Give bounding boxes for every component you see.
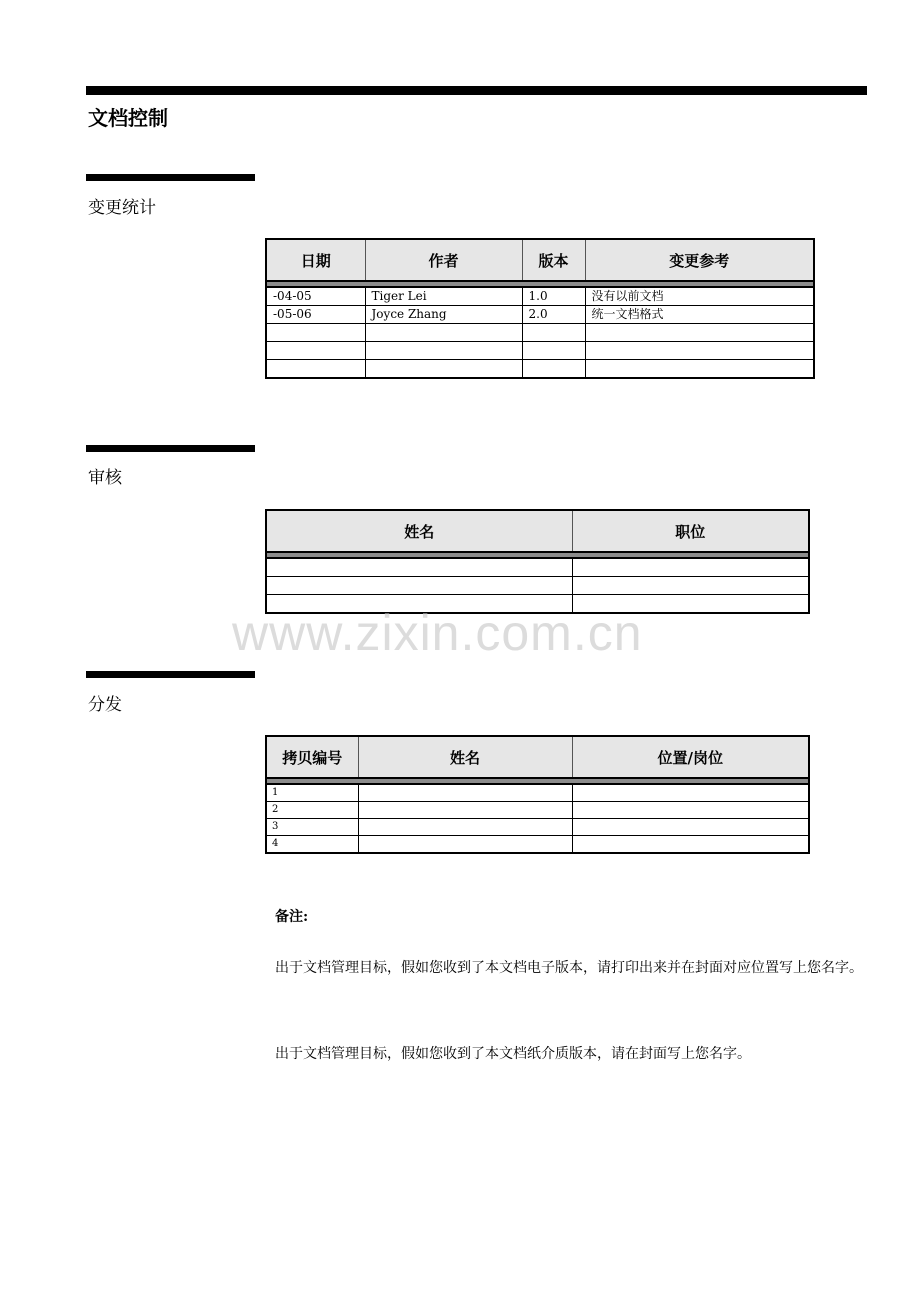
cell-date (266, 360, 365, 379)
cell-copy-no: 2 (266, 802, 358, 819)
cell-date: -04-05 (266, 287, 365, 306)
cell-name (358, 836, 572, 854)
col-header-copy-no: 拷贝编号 (266, 736, 358, 778)
section-title-changes: 变更统计 (88, 198, 156, 218)
table-row (266, 819, 809, 836)
cell-author (365, 342, 522, 360)
section-rule-review (86, 445, 255, 452)
table-row (266, 784, 809, 802)
cell-version (522, 342, 585, 360)
col-header-date: 日期 (266, 239, 365, 281)
cell-author: Tiger Lei (365, 287, 522, 306)
cell-version (522, 324, 585, 342)
cell-name (358, 819, 572, 836)
cell-date (266, 342, 365, 360)
distribution-table (265, 735, 810, 854)
watermark: www.zixin.com.cn (232, 605, 643, 661)
table-row (266, 306, 814, 324)
col-header-change-ref: 变更参考 (585, 239, 814, 281)
cell-copy-no: 3 (266, 819, 358, 836)
cell-change-ref (585, 360, 814, 379)
cell-name (358, 802, 572, 819)
col-header-author: 作者 (365, 239, 522, 281)
table-row (266, 342, 814, 360)
cell-name (266, 558, 572, 577)
cell-version: 1.0 (522, 287, 585, 306)
cell-change-ref: 没有以前文档 (585, 287, 814, 306)
col-header-position: 职位 (572, 510, 809, 552)
cell-location (572, 802, 809, 819)
cell-version: 2.0 (522, 306, 585, 324)
cell-author (365, 324, 522, 342)
col-header-name: 姓名 (266, 510, 572, 552)
table-row (266, 558, 809, 577)
cell-date (266, 324, 365, 342)
top-rule (86, 86, 867, 95)
cell-author (365, 360, 522, 379)
page-title: 文档控制 (88, 106, 168, 130)
cell-position (572, 558, 809, 577)
table-row (266, 577, 809, 595)
cell-location (572, 784, 809, 802)
section-rule-distribution (86, 671, 255, 678)
col-header-version: 版本 (522, 239, 585, 281)
review-table (265, 509, 810, 614)
table-header-row (266, 510, 809, 552)
col-header-location: 位置/岗位 (572, 736, 809, 778)
cell-change-ref: 统一文档格式 (585, 306, 814, 324)
notes-paragraph-1: 出于文档管理目标，假如您收到了本文档电子版本，请打印出来并在封面对应位置写上您名字。 (275, 960, 863, 976)
table-header-row (266, 239, 814, 281)
cell-copy-no: 4 (266, 836, 358, 854)
cell-position (572, 577, 809, 595)
change-history-table (265, 238, 815, 379)
notes-paragraph-2: 出于文档管理目标，假如您收到了本文档纸介质版本，请在封面写上您名字。 (275, 1046, 751, 1062)
cell-change-ref (585, 324, 814, 342)
cell-author: Joyce Zhang (365, 306, 522, 324)
section-title-distribution: 分发 (88, 695, 122, 715)
cell-location (572, 836, 809, 854)
cell-change-ref (585, 342, 814, 360)
section-rule-changes (86, 174, 255, 181)
cell-name (358, 784, 572, 802)
table-row (266, 836, 809, 854)
table-row (266, 324, 814, 342)
table-header-row (266, 736, 809, 778)
cell-date: -05-06 (266, 306, 365, 324)
cell-name (266, 577, 572, 595)
section-title-review: 审核 (88, 468, 122, 488)
col-header-name: 姓名 (358, 736, 572, 778)
notes-label: 备注: (275, 909, 309, 925)
table-row (266, 360, 814, 379)
table-row (266, 287, 814, 306)
cell-copy-no: 1 (266, 784, 358, 802)
table-row (266, 802, 809, 819)
cell-version (522, 360, 585, 379)
cell-location (572, 819, 809, 836)
